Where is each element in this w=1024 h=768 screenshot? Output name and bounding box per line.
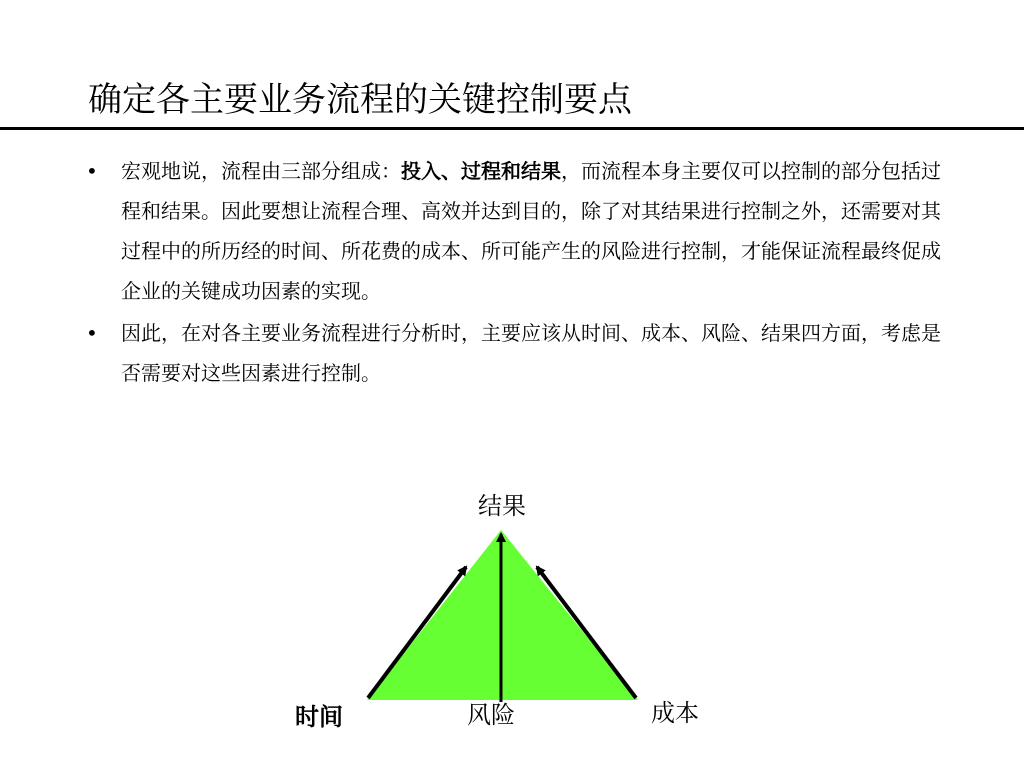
triangle-shape: [367, 530, 638, 700]
left-arrow: [368, 567, 466, 698]
bullet-list: [86, 151, 946, 395]
bullet-text-bold: 投入、过程和结果: [401, 159, 561, 183]
title-divider: [0, 127, 1024, 130]
diagram-label-risk: 风险: [467, 701, 515, 729]
bullet-text-post: ，而流程本身主要仅可以控制的部分包括过程和结果。因此要想让流程合理、高效并达到目的，除了对其结果进行控制之外，还需要对其过程中的所历经的时间、所花费的成本、所可能产生的风险进行控制，才能保证流程最终促成企业的关键成功因素的实现。: [121, 159, 941, 303]
bullet-item: [86, 313, 946, 393]
diagram-label-result: 结果: [478, 492, 526, 520]
bullet-text-pre: 因此，在对各主要业务流程进行分析时，主要应该从时间、成本、风险、结果四方面，考虑是否需要对这些因素进行控制。: [121, 321, 941, 385]
bullet-marker: •: [86, 321, 98, 345]
bullet-text: [121, 321, 941, 385]
diagram-label-time: 时间: [295, 703, 343, 731]
bullet-marker: •: [86, 159, 98, 183]
page-title: 确定各主要业务流程的关键控制要点: [88, 80, 632, 120]
bullet-text-pre: 宏观地说，流程由三部分组成：: [121, 159, 401, 183]
bullet-text: [121, 159, 941, 303]
diagram-label-cost: 成本: [651, 699, 699, 727]
bullet-item: [86, 151, 946, 311]
right-arrow: [537, 567, 636, 698]
